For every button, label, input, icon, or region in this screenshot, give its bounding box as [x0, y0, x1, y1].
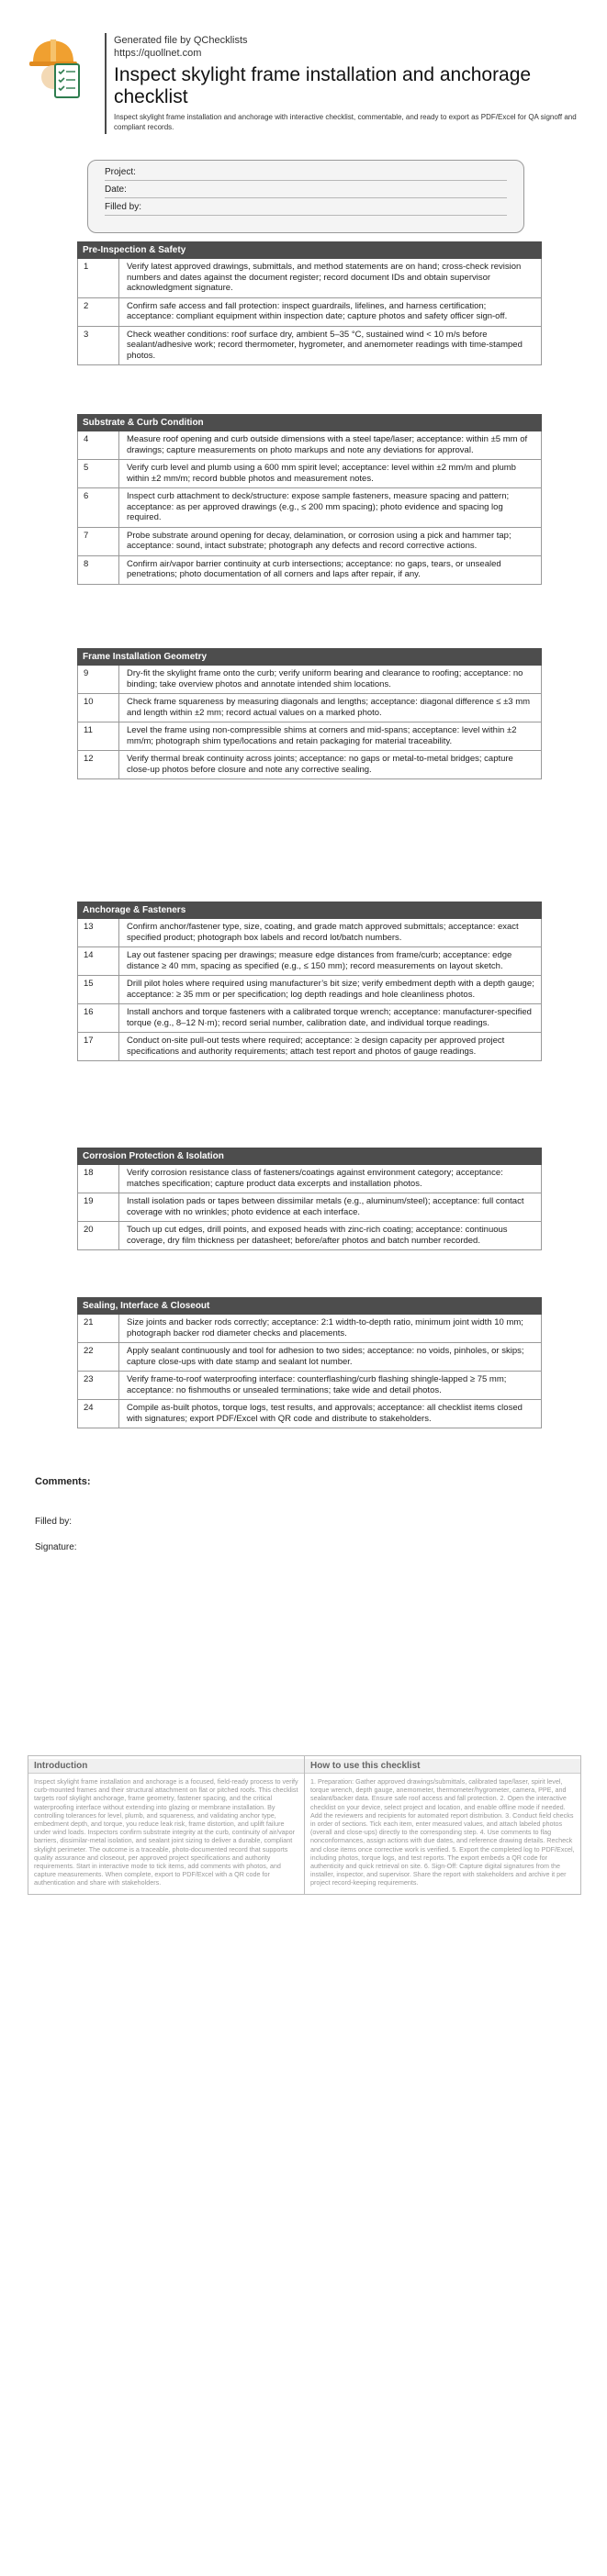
- page-description: Inspect skylight frame installation and anchorage with interactive checklist, commentable, and ready to export as PDF/Excel for QA signoff and compliant records.: [114, 113, 577, 131]
- item-number: 3: [78, 327, 119, 365]
- item-text: Confirm safe access and fall protection: inspect guardrails, lifelines, and harness certification; acceptance: compliant equipment within inspection date; capture photos and safety officer sign-off.: [127, 300, 508, 321]
- item-text: Inspect curb attachment to deck/structure: expose sample fasteners, measure spacing and pattern; acceptance: as per approved drawings (e.g., ≤ 200 mm spacing); photo evidence and spacing log required.: [127, 491, 510, 522]
- checklist-item[interactable]: [77, 327, 542, 366]
- how-to-text: 1. Preparation: Gather approved drawings/submittals, calibrated tape/laser, spirit level, torque wrench, depth gauge, anemometer, thermometer/hygrometer, camera, PPE, and sealant/backer data. Ensure safe roof access and fall protection. 2. Open the interactive checklist on your device, select project and location, and enable offline mode if needed. Add the reviewers and recipients for automated report distribution. 3. Conduct field checks in order of sections. Tick each item, enter measured values, and attach labeled photos (overall and close-ups) directly to the corresponding step. 4. Use comments to flag nonconformances, assign actions with due dates, and reference drawing details. Recheck and close items once corrective work is verified. 5. Export the completed log to PDF/Excel, including photos, torque logs, and test reports. The export embeds a QR code for authenticity and quick retrieval on site. 6. Sign-Off: Capture digital signatures from the installer, inspector, and supervisor. Share the report with stakeholders and archive it per project record-keeping requirements.: [310, 1777, 575, 1887]
- item-text: Touch up cut edges, drill points, and exposed heads with zinc-rich coating; acceptance: continuous coverage, dry film thickness per datasheet; before/after photos and batch number recorded.: [127, 1225, 508, 1246]
- checklist-item[interactable]: [77, 1315, 542, 1343]
- item-number: 1: [78, 259, 119, 297]
- item-text: Verify latest approved drawings, submittals, and method statements are on hand; cross-check revision numbers and dates against the document register; record document IDs and obtain supervisor acknowledgment signature.: [127, 262, 522, 293]
- item-text: Conduct on-site pull-out tests where required; acceptance: ≥ design capacity per approved project specifications and authority requirements; attach test report and photos of gauge readings.: [127, 1036, 505, 1057]
- item-text: Drill pilot holes where required using manufacturer’s bit size; verify embedment depth with a depth gauge; acceptance: ≥ 35 mm or per specification; log depth readings and hole cleanliness photos.: [127, 979, 534, 1000]
- item-text: Size joints and backer rods correctly; acceptance: 2:1 width-to-depth ratio, minimum joint width 10 mm; photograph backer rod diameter checks and placements.: [127, 1317, 523, 1338]
- section-title: Substrate & Curb Condition: [77, 414, 542, 431]
- how-to-column: [304, 1756, 580, 1894]
- checklist-item[interactable]: [77, 1165, 542, 1193]
- checklist-item[interactable]: [77, 694, 542, 722]
- section-corrosion-protection: [77, 1148, 542, 1250]
- item-number: 23: [78, 1372, 119, 1399]
- checklist-item[interactable]: [77, 1222, 542, 1250]
- item-number: 9: [78, 666, 119, 693]
- checklist-item[interactable]: [77, 1400, 542, 1428]
- checklist-item[interactable]: [77, 1193, 542, 1222]
- comments-label: Comments:: [35, 1476, 91, 1487]
- section-frame-geometry: [77, 648, 542, 779]
- item-number: 13: [78, 919, 119, 946]
- section-title: Anchorage & Fasteners: [77, 902, 542, 919]
- checklist-item[interactable]: [77, 488, 542, 528]
- checklist-item[interactable]: [77, 947, 542, 976]
- checklist-item[interactable]: [77, 976, 542, 1004]
- item-number: 7: [78, 528, 119, 555]
- item-text: Verify frame-to-roof waterproofing interface: counterflashing/curb flashing shingle-lapped ≥ 75 mm; acceptance: no fishmouths or unsealed terminations; take wide and detail photos.: [127, 1374, 507, 1395]
- section-sealing-closeout: [77, 1297, 542, 1428]
- item-text: Check frame squareness by measuring diagonals and lengths; acceptance: diagonal difference ≤ ±3 mm and length within ±2 mm; record actual values on a marked photo.: [127, 697, 531, 718]
- filled-by-label: Filled by:: [35, 1517, 73, 1527]
- checklist-item[interactable]: [77, 1372, 542, 1400]
- item-number: 14: [78, 947, 119, 975]
- item-text: Confirm anchor/fastener type, size, coating, and grade match approved submittals; acceptance: exact specified product; photograph box labels and record lot/batch numbers.: [127, 922, 519, 943]
- item-text: Apply sealant continuously and tool for adhesion to two sides; acceptance: no voids, pinholes, or skips; capture close-ups with date stamp and sealant lot number.: [127, 1346, 524, 1367]
- item-text: Install isolation pads or tapes between dissimilar metals (e.g., aluminum/steel); acceptance: full contact coverage with no wrinkles; photo evidence at each interface.: [127, 1196, 524, 1217]
- item-number: 22: [78, 1343, 119, 1371]
- document-header: [28, 29, 579, 140]
- item-number: 18: [78, 1165, 119, 1193]
- item-text: Check weather conditions: roof surface dry, ambient 5–35 °C, sustained wind < 10 m/s before sealant/adhesive work; record thermometer, hygrometer, and anemometer readings with time-stamped photos.: [127, 329, 523, 361]
- checklist-item[interactable]: [77, 919, 542, 947]
- item-text: Measure roof opening and curb outside dimensions with a steel tape/laser; acceptance: within ±5 mm of drawings; capture measurements on photo markups and note any deviations for approval.: [127, 434, 528, 455]
- item-text: Verify curb level and plumb using a 600 mm spirit level; acceptance: level within ±2 mm/m and plumb within ±2 mm/m; record bubble photos and measurement notes.: [127, 463, 516, 484]
- item-text: Verify thermal break continuity across joints; acceptance: no gaps or metal-to-metal bridges; capture close-up photos before closure and note any corrective sealing.: [127, 754, 513, 775]
- qchecklists-logo-icon: [28, 37, 86, 101]
- item-text: Level the frame using non-compressible shims at corners and mid-spans; acceptance: level within ±2 mm/m; photograph shim type/locations and retain packaging for material traceability.: [127, 725, 517, 746]
- checklist-item[interactable]: [77, 528, 542, 556]
- checklist-item[interactable]: [77, 1343, 542, 1372]
- item-text: Install anchors and torque fasteners with a calibrated torque wrench; acceptance: manufacturer-specified torque (e.g., 8–12 N·m); record serial number, calibration date, and individual torque readings.: [127, 1007, 532, 1028]
- introduction-text: Inspect skylight frame installation and anchorage is a focused, field-ready process to verify curb-mounted frames and their structural attachment on flat or pitched roofs. This checklist targets roof skylight anchorage, frame geometry, fastener spacing, and the critical waterproofing interface without extending into glazing or membrane installation. By controlling tolerances for level, plumb, and squareness, and validating anchor type, embedment depth, and torque, you reduce leak risk, frame distortion, and uplift failure under wind loads. Inspectors confirm substrate integrity at the curb, continuity of air/vapor barriers, dissimilar-metal isolation, and sealant joint sizing to deliver a durable, compliant skylight perimeter. The outcome is a traceable, photo-documented record that supports quality assurance and closeout, per approved project specifications and authority requirements. Start in interactive mode to tick items, add comments with photos, and capture measurements. When complete, export to PDF/Excel with a QR code for authentication and share with stakeholders.: [34, 1777, 298, 1887]
- item-number: 6: [78, 488, 119, 527]
- item-number: 4: [78, 431, 119, 459]
- signature-label: Signature:: [35, 1542, 77, 1552]
- info-panel: [28, 1755, 581, 1895]
- source-url-link[interactable]: https://quollnet.com: [114, 48, 202, 59]
- filled-by-field[interactable]: Filled by:: [105, 199, 507, 216]
- item-text: Confirm air/vapor barrier continuity at curb intersections; acceptance: no gaps, tears, or unsealed penetrations; photo documentation of all corners and laps after repair, if any.: [127, 558, 501, 579]
- item-text: Compile as-built photos, torque logs, test results, and approvals; acceptance: all checklist items closed with signatures; export PDF/Excel with QR code and distribute to stakeholders.: [127, 1403, 523, 1424]
- item-number: 16: [78, 1004, 119, 1032]
- checklist-item[interactable]: [77, 259, 542, 298]
- item-number: 12: [78, 751, 119, 778]
- introduction-column: [28, 1756, 304, 1894]
- date-field[interactable]: Date:: [105, 182, 507, 198]
- project-info-box: [87, 160, 524, 233]
- section-title: Frame Installation Geometry: [77, 648, 542, 666]
- item-number: 20: [78, 1222, 119, 1249]
- section-anchorage-fasteners: [77, 902, 542, 1061]
- item-number: 15: [78, 976, 119, 1003]
- item-number: 19: [78, 1193, 119, 1221]
- item-number: 11: [78, 722, 119, 750]
- page-title: Inspect skylight frame installation and anchorage checklist: [114, 64, 532, 107]
- introduction-title: Introduction: [28, 1759, 304, 1774]
- item-number: 10: [78, 694, 119, 722]
- checklist-item[interactable]: [77, 722, 542, 751]
- how-to-title: How to use this checklist: [305, 1759, 580, 1774]
- section-substrate-curb: [77, 414, 542, 585]
- item-text: Lay out fastener spacing per drawings; measure edge distances from frame/curb; acceptance: edge distance ≥ 40 mm, spacing as specified (e.g., ≤ 150 mm); record measurements on layout sketch.: [127, 950, 512, 971]
- checklist-item[interactable]: [77, 460, 542, 488]
- item-number: 5: [78, 460, 119, 487]
- section-pre-inspection: [77, 241, 542, 365]
- checklist-item[interactable]: [77, 751, 542, 779]
- project-field[interactable]: Project:: [105, 164, 507, 181]
- item-text: Probe substrate around opening for decay, delamination, or corrosion using a pick and hammer tap; acceptance: sound, intact substrate; photograph any defects and record corrective actions.: [127, 530, 511, 551]
- item-text: Dry-fit the skylight frame onto the curb; verify uniform bearing and clearance to roofing; acceptance: no binding; take overview photos and annotate intended shim locations.: [127, 668, 523, 689]
- section-title: Sealing, Interface & Closeout: [77, 1297, 542, 1315]
- item-number: 21: [78, 1315, 119, 1342]
- checklist-item[interactable]: [77, 556, 542, 585]
- checklist-item[interactable]: [77, 1004, 542, 1033]
- generated-by-text: Generated file by QChecklists: [114, 35, 248, 46]
- item-number: 24: [78, 1400, 119, 1428]
- checklist-item[interactable]: [77, 298, 542, 327]
- checklist-item[interactable]: [77, 1033, 542, 1061]
- section-title: Corrosion Protection & Isolation: [77, 1148, 542, 1165]
- item-text: Verify corrosion resistance class of fasteners/coatings against environment category; acceptance: matches specification; capture product data excerpts and installation photos.: [127, 1168, 503, 1189]
- section-title: Pre-Inspection & Safety: [77, 241, 542, 259]
- item-number: 2: [78, 298, 119, 326]
- header-divider: [105, 33, 107, 134]
- checklist-item[interactable]: [77, 666, 542, 694]
- item-number: 17: [78, 1033, 119, 1060]
- item-number: 8: [78, 556, 119, 584]
- checklist-item[interactable]: [77, 431, 542, 460]
